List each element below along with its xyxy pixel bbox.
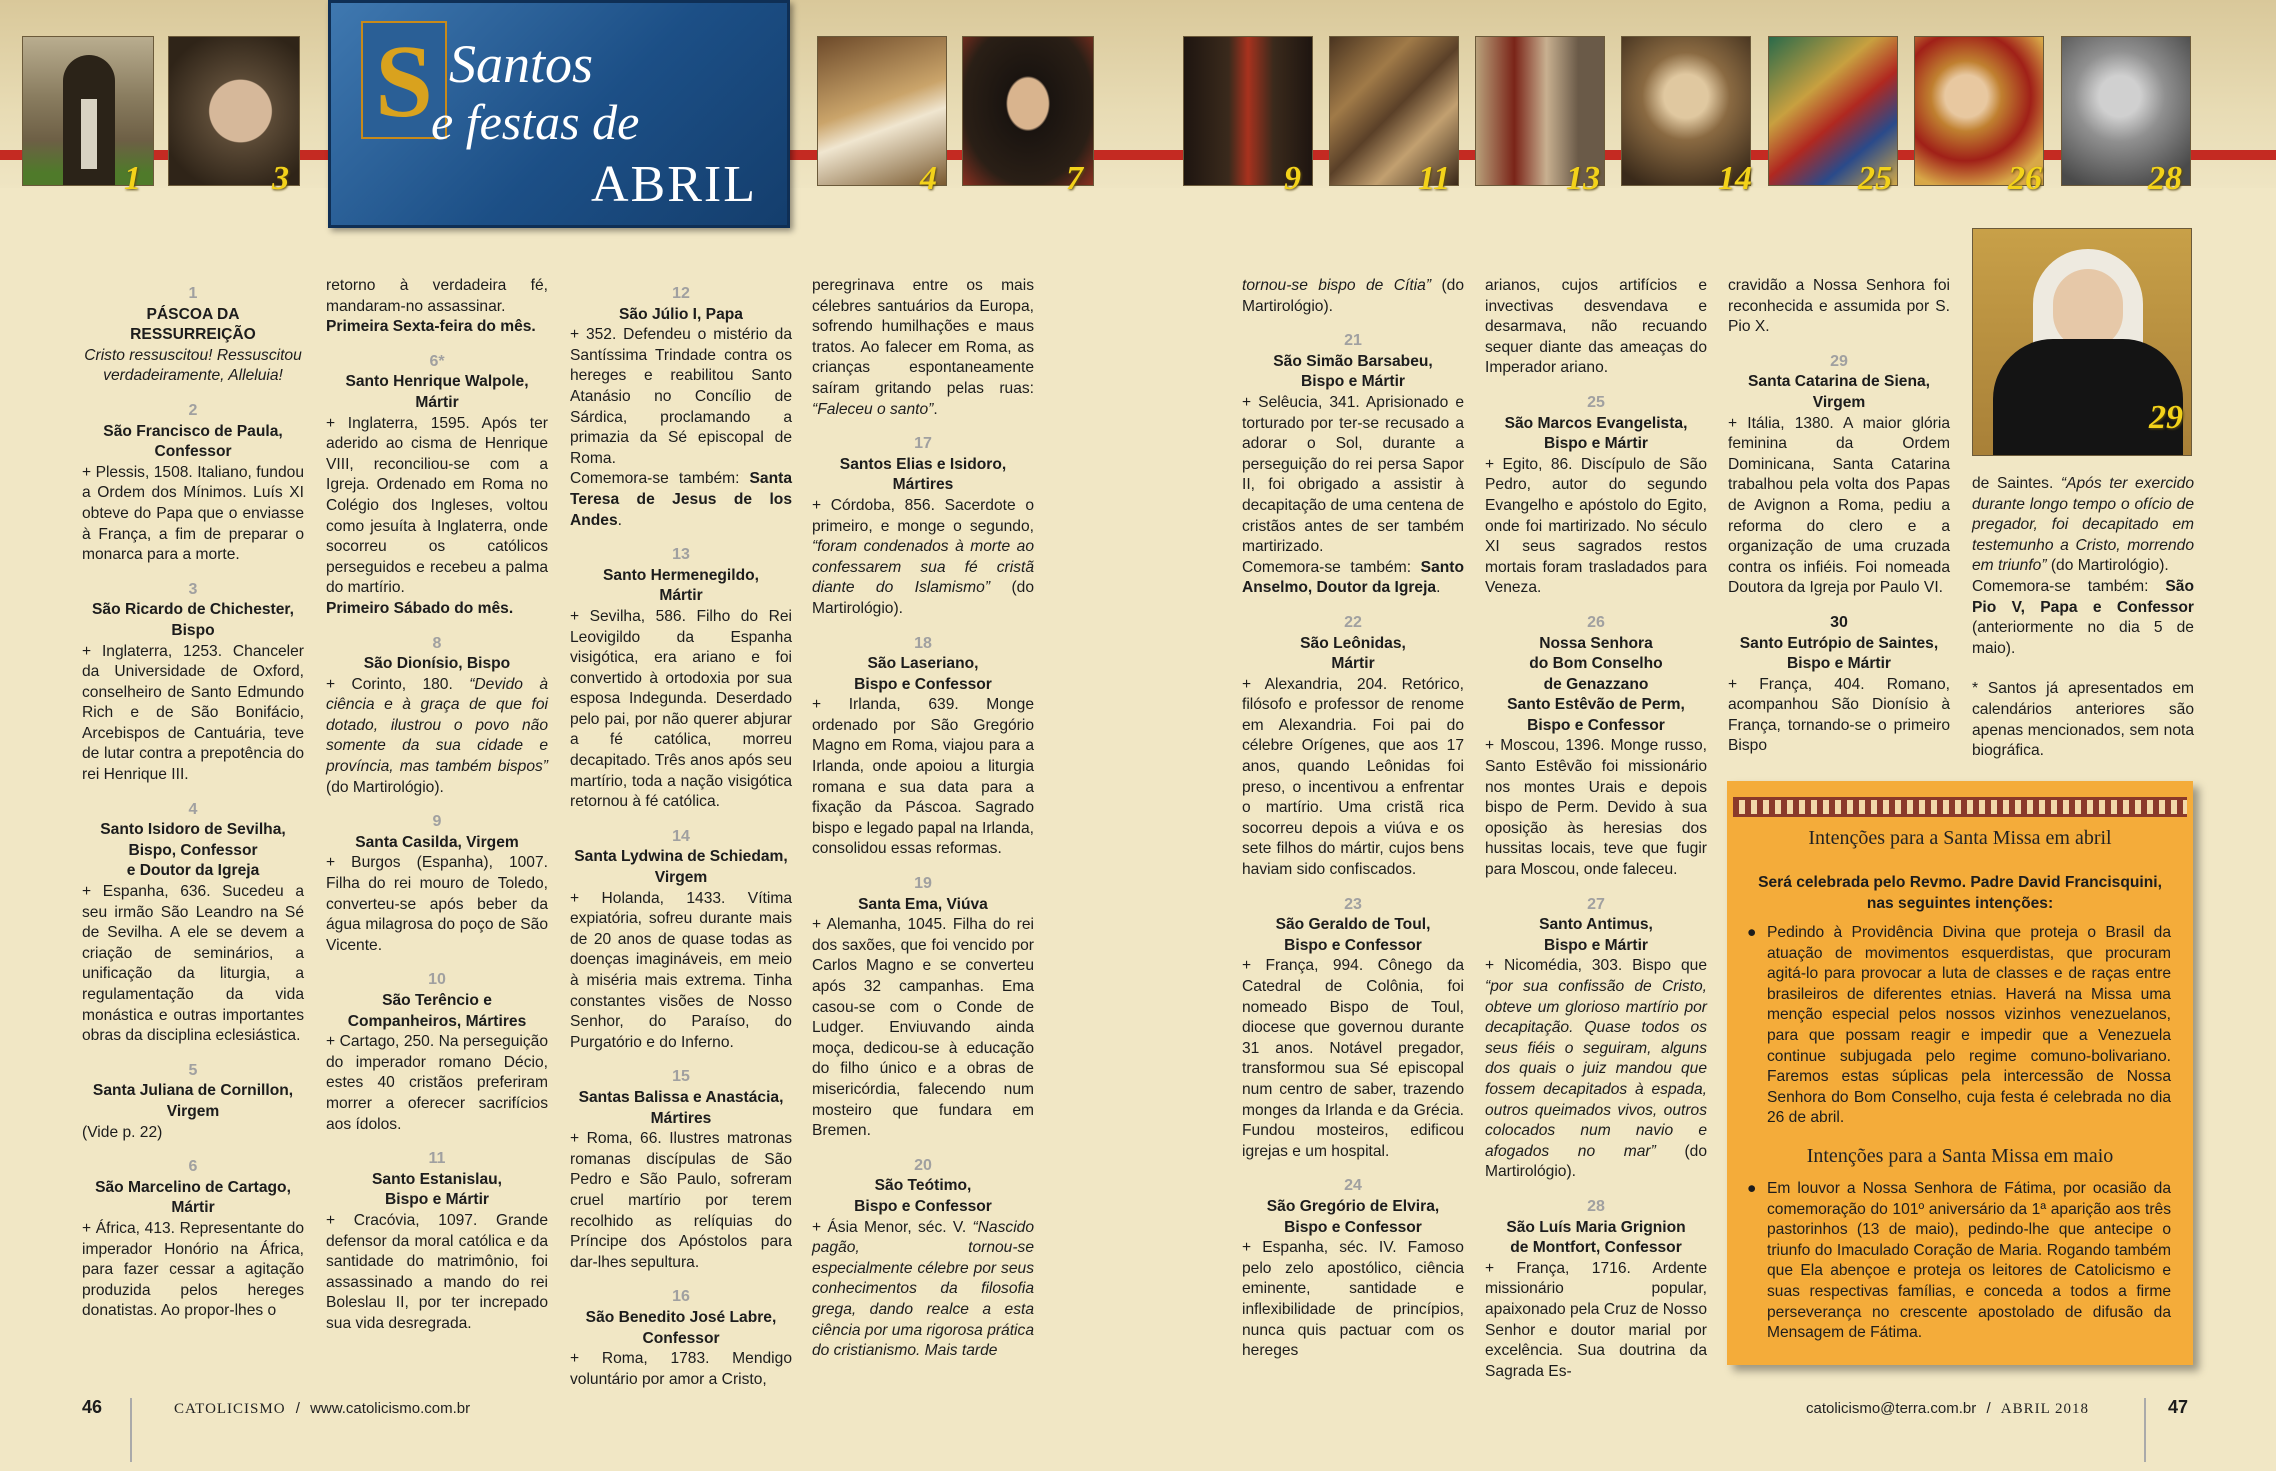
saint-heading: Santa Juliana de Cornillon, <box>92 1082 294 1100</box>
saint-heading: São Marcelino de Cartago, <box>95 1178 291 1196</box>
column-5 <box>1242 276 1464 1362</box>
day-number: 7 <box>1066 160 1083 197</box>
saint-heading: Santo Eutrópio de Saintes, <box>1739 634 1939 652</box>
entry-text: Comemora-se também: Santo Anselmo, Doutor da Igreja. <box>1242 558 1464 597</box>
day-number: 14 <box>1718 160 1752 197</box>
saint-heading: Santa Casilda, Virgem <box>355 833 519 851</box>
saint-heading: Bispo e Confessor <box>1284 1218 1422 1236</box>
entry-text: + Cracóvia, 1097. Grande defensor da moral católica e da santidade do matrimônio, foi assassinado a mando do rei Boleslau II, por ter increpado sua vida desregrada. <box>326 1211 548 1332</box>
saint-heading: Santo Hermenegildo, <box>603 566 759 584</box>
saint-heading: Santo Isidoro de Sevilha, <box>100 821 286 839</box>
day-number: 18 <box>914 634 932 652</box>
day-number: 20 <box>914 1156 932 1174</box>
day-number: 30 <box>1830 613 1848 631</box>
day-number: 21 <box>1344 332 1362 350</box>
saint-heading: Santa Catarina de Siena, <box>1748 373 1930 391</box>
day-number: 6 <box>188 1158 198 1176</box>
page-number-left: 46 <box>82 1397 103 1417</box>
ornamental-border <box>1733 797 2187 817</box>
box-heading-april: Intenções para a Santa Missa em abril <box>1808 827 2112 849</box>
column-1 <box>82 270 304 1322</box>
day-number: 16 <box>672 1288 690 1306</box>
entry-text: + França, 1716. Ardente missionário popular, apaixonado pela Cruz de Nosso Senhor e doutor marial por excelência. Sua doutrina da Sagrada Es- <box>1485 1259 1707 1380</box>
saint-heading: Mártir <box>659 587 703 605</box>
day-number: 8 <box>432 634 442 652</box>
intention-text: Pedindo à Providência Divina que proteja o Brasil da atuação de movimentos esquerdistas, que procuram agitá-lo para provocar a luta de classes e de raças entre brasileiros de diferentes etnias. Haverá na Missa uma menção especial pelos nossos vizinhos venezuelanos, para que possam reagir e impedir que a Venezuela continue subjugada pelo regime comuno-bolivariano. Faremos estas súplicas pela intercessão de Nossa Senhora do Bom Conselho, cuja festa é celebrada no dia 26 de abril. <box>1767 924 2171 1127</box>
saint-heading: São Teótimo, <box>874 1177 972 1195</box>
entry-text: de Saintes. “Após ter exercido durante longo tempo o ofício de pregador, foi decapitado em testemunho a Cristo, morrendo em triunfo” (do Martirológio). <box>1972 475 2194 575</box>
day-number: 12 <box>672 285 690 302</box>
saint-heading: Mártir <box>1331 655 1375 673</box>
saint-heading: São Laseriano, <box>867 655 979 673</box>
day-number: 15 <box>672 1068 690 1086</box>
day-number: 13 <box>1566 160 1600 197</box>
day-number: 26 <box>1587 613 1605 631</box>
day-number: 25 <box>1858 160 1892 197</box>
saint-heading: Bispo e Mártir <box>1544 936 1648 954</box>
saint-heading: Confessor <box>642 1329 720 1347</box>
saint-heading: Mártires <box>892 476 954 494</box>
title-month: ABRIL <box>591 156 757 213</box>
saint-heading: Bispo e Mártir <box>1787 655 1891 673</box>
day-number: 25 <box>1587 393 1605 411</box>
day-number: 9 <box>432 813 442 831</box>
day-number: 14 <box>672 827 690 845</box>
saint-heading: Virgem <box>166 1102 220 1120</box>
day-number: 6* <box>429 352 445 370</box>
saint-heading: Nossa Senhora <box>1539 634 1653 652</box>
saint-heading: PÁSCOA DA RESSURREIÇÃO <box>130 305 256 344</box>
page-number-right: 47 <box>2168 1397 2189 1417</box>
illuminated-initial: S <box>361 21 447 139</box>
saint-heading: Santa Lydwina de Schiedam, <box>574 848 788 866</box>
entry-text: tornou-se bispo de Cítia” (do Martirológio). <box>1242 277 1464 315</box>
day-number: 26 <box>2008 160 2042 197</box>
day-number: 28 <box>2148 160 2182 197</box>
entry-note: Primeira Sexta-feira do mês. <box>326 318 536 336</box>
column-4 <box>812 276 1034 1362</box>
entry-text: + África, 413. Representante do imperador Honório na África, para fazer cessar a agitação produzida pelos hereges donatistas. Ao propor-lhes o <box>82 1219 304 1320</box>
entry-text: + Inglaterra, 1595. Após ter aderido ao cisma de Henrique VIII, reconciliou-se com a Igreja. Ordenado em Roma no Colégio dos Ingleses, voltou como jesuíta à Inglaterra, onde socorreu os católicos perseguidos e recebeu a palma do martírio. <box>326 414 548 597</box>
entry-text: + Moscou, 1396. Monge russo, Santo Estêvão foi missionário nos montes Urais e depois bispo de Perm. Devido à sua oposição às heresias dos hussitas locais, teve que fugir para Moscou, onde faleceu. <box>1485 737 1707 879</box>
saint-heading: São Benedito José Labre, <box>585 1308 777 1326</box>
saint-heading: São Gregório de Elvira, <box>1266 1197 1440 1215</box>
saint-heading: Santo Estanislau, <box>372 1170 502 1188</box>
entry-text: (Vide p. 22) <box>82 1123 163 1141</box>
day-number: 13 <box>672 546 690 564</box>
entry-text: + Espanha, séc. IV. Famoso pelo zelo apostólico, ciência eminente, santidade e inflexibilidade de princípios, nunca quis pactuar com os hereges <box>1242 1239 1464 1360</box>
saint-heading: Santo Estêvão de Perm, <box>1507 696 1685 714</box>
saint-heading: de Montfort, Confessor <box>1510 1239 1682 1257</box>
saint-heading: de Genazzano <box>1543 675 1649 693</box>
title-line1: Santos <box>449 34 594 94</box>
saint-heading: Mártires <box>650 1109 712 1127</box>
day-number: 19 <box>914 875 932 893</box>
day-number: 28 <box>1587 1197 1605 1215</box>
saint-heading: e Doutor da Igreja <box>126 862 260 880</box>
saint-heading: Bispo e Confessor <box>854 1197 992 1215</box>
entry-text: + Roma, 1783. Mendigo voluntário por amor a Cristo, <box>570 1350 792 1388</box>
footer-right: catolicismo@terra.com.br / ABRIL 2018 <box>1806 1400 2089 1417</box>
day-number: 10 <box>428 971 446 989</box>
column-3 <box>570 270 792 1390</box>
footer-left: CATOLICISMO / www.catolicismo.com.br <box>174 1400 471 1417</box>
day-number: 22 <box>1344 613 1362 631</box>
entry-text: retorno à verdadeira fé, mandaram-no assassinar. <box>326 277 548 315</box>
column-2 <box>326 276 548 1335</box>
saint-heading: Bispo e Confessor <box>1284 936 1422 954</box>
saint-heading: do Bom Conselho <box>1529 655 1663 673</box>
entry-note: Primeiro Sábado do mês. <box>326 599 514 617</box>
saint-heading: Santa Ema, Viúva <box>858 895 988 913</box>
saint-heading: Bispo <box>171 621 215 639</box>
entry-text: + Alexandria, 204. Retórico, filósofo e professor de renome em Alexandria. Foi pai do célebre Orígenes, que aos 17 anos, quando Leônidas foi preso, o incentivou a enfrentar o martírio. Uma cristã rica socorreu depois a viúva e os sete filhos do mártir, cujos bens haviam sido confiscados. <box>1242 675 1464 879</box>
mass-intentions-box <box>1727 781 2193 1365</box>
saint-heading: Confessor <box>154 443 232 461</box>
entry-text: Comemora-se também: Santa Teresa de Jesus de los Andes. <box>570 470 792 529</box>
bullet-icon: ● <box>1747 924 1757 941</box>
saint-heading: São Francisco de Paula, <box>103 422 283 440</box>
entry-text: + Holanda, 1433. Vítima expiatória, sofreu durante mais de 20 anos de quase todas as doenças imagináveis, em meio à miséria mais extrema. Tinha constantes visões de Nosso Senhor, do Paraíso, do Purgatório e do Inferno. <box>570 889 792 1051</box>
column-7 <box>1728 276 1950 757</box>
intention-may <box>1747 1179 2171 1344</box>
entry-text: + Irlanda, 639. Monge ordenado por São Gregório Magno em Roma, viajou para a Irlanda, onde apoiou a liturgia romana e sua data para a fixação da Páscoa. Sagrado bispo e legado papal na Irlanda, consolidou essas reformas. <box>812 696 1034 858</box>
entry-text: + Cartago, 250. Na perseguição do imperador romano Décio, estes 40 cristãos preferiram morrer a oferecer sacrifícios aos ídolos. <box>326 1033 548 1133</box>
entry-text: + Plessis, 1508. Italiano, fundou a Ordem dos Mínimos. Luís XI obteve do Papa que o enviasse à França, a fim de preparar o monarca para a morte. <box>82 463 304 564</box>
entry-text: + Nicomédia, 303. Bispo que “por sua confissão de Cristo, obteve um glorioso martírio por decapitação. Quase todos os seus fiéis o seguiram, alguns dos quais o juiz mandou que fossem decapitados à espada, outros queimados vivos, outros colocados num navio e afogados no mar” (do Martirológio). <box>1485 957 1707 1181</box>
footer-divider <box>2144 1398 2146 1462</box>
day-number: 9 <box>1284 160 1301 197</box>
saint-heading: Bispo e Mártir <box>385 1191 489 1209</box>
day-number: 4 <box>188 800 198 818</box>
saint-heading: São Leônidas, <box>1300 634 1406 652</box>
entry-text: + França, 404. Romano, acompanhou São Dionísio à França, tornando-se o primeiro Bispo <box>1728 675 1950 755</box>
saint-heading: Santo Henrique Walpole, <box>345 373 529 391</box>
day-number: 24 <box>1344 1177 1362 1195</box>
page-title <box>328 0 790 228</box>
box-heading-may: Intenções para a Santa Missa em maio <box>1806 1145 2114 1167</box>
day-number: 27 <box>1587 895 1605 913</box>
entry-text: cravidão a Nossa Senhora foi reconhecida e assumida por S. Pio X. <box>1728 277 1950 336</box>
entry-text: + Inglaterra, 1253. Chanceler da Universidade de Oxford, conselheiro de Santo Edmundo Rich e de São Bonifácio, Arcebispos de Cantuária, teve de lutar contra a prepotência do rei Henrique III. <box>82 642 304 784</box>
day-number: 29 <box>1830 352 1848 370</box>
day-number: 3 <box>188 580 198 598</box>
saint-heading: São Marcos Evangelista, <box>1504 414 1688 432</box>
saint-heading: Bispo e Mártir <box>1544 435 1648 453</box>
saint-heading: São Dionísio, Bispo <box>363 655 511 673</box>
title-line2: e festas de <box>431 94 640 150</box>
day-number: 4 <box>920 160 937 197</box>
entry-text: + França, 994. Cônego da Catedral de Colônia, foi nomeado Bispo de Toul, diocese que governou durante 31 anos. Notável pregador, transformou sua Sé episcopal num centro de saber, trazendo monges da Irlanda e da Grécia. Fundou mosteiros, edificou igrejas e um hospital. <box>1242 957 1464 1160</box>
footnote: * Santos já apresentados em calendários anteriores são apenas mencionados, sem nota biográfica. <box>1972 680 2194 760</box>
entry-text: + Espanha, 636. Sucedeu a seu irmão São Leandro na Sé de Sevilha. A ele se devem a criação de seminários, a unificação da liturgia, a regulamentação da vida monástica e outras importantes obras da disciplina eclesiástica. <box>82 883 304 1045</box>
entry-text: + Selêucia, 341. Aprisionado e torturado por ter-se recusado a adorar o Sol, durante a perseguição do rei persa Sapor II, foi obrigado a assistir à decapitação de uma centena de cristãos antes de ser também martirizado. <box>1242 393 1464 556</box>
bullet-icon: ● <box>1747 1180 1757 1197</box>
entry-text: + 352. Defendeu o mistério da Santíssima Trindade contra os hereges e reabilitou Santo Atanásio no Concílio de Sárdica, proclamando a primazia da Sé episcopal de Roma. <box>570 326 792 467</box>
entry-text: + Roma, 66. Ilustres matronas romanas discípulas de São Pedro e São Paulo, sofreram cruel martírio por terem recolhido as relíquias do Príncipe dos Apóstolos para dar-lhes sepultura. <box>570 1130 792 1271</box>
saint-heading: Mártir <box>171 1199 215 1217</box>
saint-heading: São Luís Maria Grignion <box>1506 1218 1686 1236</box>
saint-heading: Mártir <box>415 393 459 411</box>
day-number: 1 <box>188 285 198 302</box>
day-number: 17 <box>914 435 932 453</box>
entry-text: Cristo ressuscitou! Ressuscitou verdadeiramente, Alleluia! <box>84 346 302 385</box>
entry-text: Comemora-se também: São Pio V, Papa e Confessor (anteriormente no dia 5 de maio). <box>1972 577 2194 657</box>
entry-text: + Córdoba, 856. Sacerdote o primeiro, e monge o segundo, “foram condenados à morte ao confessarem sua fé cristã diante do Islamismo” (do Martirológio). <box>812 496 1035 617</box>
day-number: 11 <box>428 1150 446 1168</box>
saint-heading: Virgem <box>654 869 708 887</box>
day-number: 11 <box>1418 160 1451 197</box>
day-number: 29 <box>2149 399 2183 436</box>
saint-heading: Santas Balissa e Anastácia, <box>578 1088 784 1106</box>
entry-text: peregrinava entre os mais célebres santuários da Europa, sofrendo humilhações e maus tratos. Ao falecer em Roma, as crianças espontaneamente saíram gritando pelas ruas: “Faleceu o santo”. <box>812 277 1034 418</box>
saint-heading: Virgem <box>1812 393 1866 411</box>
footer-email-link[interactable]: catolicismo@terra.com.br <box>1806 1400 1977 1417</box>
day-number: 3 <box>272 160 289 197</box>
column-6 <box>1485 276 1707 1382</box>
saint-heading: São Ricardo de Chichester, <box>92 601 294 619</box>
entry-text: + Sevilha, 586. Filho do Rei Leovigildo da Espanha visigótica, era ariano e foi convertido à ortodoxia por sua esposa Indegunda. Deserdado pelo pai, por não querer abjurar a fé católica, morreu decapitado. Três anos após seu martírio, toda a nação visigótica retornou à fé católica. <box>570 607 792 811</box>
saint-heading: São Terêncio e <box>382 992 492 1009</box>
intention-april <box>1747 923 2171 1129</box>
column-8 <box>1972 474 2194 762</box>
entry-text: + Corinto, 180. “Devido à ciência e à graça de que foi dotado, ilustrou o povo não somente da sua cidade e província, mas também bispos” (do Martirológio). <box>326 675 548 796</box>
day-number: 1 <box>124 160 141 197</box>
saint-heading: São Geraldo de Toul, <box>1275 916 1431 934</box>
saint-29-image <box>1972 228 2192 456</box>
day-number: 23 <box>1344 895 1362 913</box>
intention-text: Em louvor a Nossa Senhora de Fátima, por ocasião da comemoração do 101º aniversário da 1ª aparição aos três pastorinhos (13 de maio), pedindo-lhe que antecipe o triunfo do Imaculado Coração de Maria. Rogando também que Ela abençoe e proteja os leitores de Catolicismo e suas respectivas famílias, e conceda a todos a firme perseverança no crescente apostolado de difusão da Mensagem de Fátima. <box>1767 1180 2171 1342</box>
saint-heading: Bispo e Confessor <box>1527 716 1665 734</box>
entry-text: + Alemanha, 1045. Filha do rei dos saxões, que foi vencido por Carlos Magno e se converteu após 32 campanhas. Ema casou-se com o Conde de Ludger. Enviuvando ainda moça, dedicou-se à educação do filho único e a obras de misericórdia, falecendo num mosteiro que fundara em Bremen. <box>812 916 1034 1140</box>
entry-text: + Egito, 86. Discípulo de São Pedro, autor do segundo Evangelho e apóstolo do Egito, onde foi martirizado. No século XI seus sagrados restos mortais foram trasladados para Veneza. <box>1485 455 1707 597</box>
saint-heading: São Simão Barsabeu, <box>1273 352 1433 370</box>
box-subheading: Será celebrada pelo Revmo. Padre David Francisquini, nas seguintes intenções: <box>1758 874 2162 912</box>
day-number: 5 <box>188 1061 198 1079</box>
saint-heading: Bispo, Confessor <box>128 841 258 859</box>
entry-text: + Itália, 1380. A maior glória feminina da Ordem Dominicana, Santa Catarina trabalhou pela volta dos Papas de Avignon a Roma, pediu a reforma do clero e a organização de uma cruzada contra os infiéis. Foi nomeada Doutora da Igreja por Paulo VI. <box>1728 414 1950 597</box>
saint-heading: São Júlio I, Papa <box>619 305 743 323</box>
saint-heading: Santo Antimus, <box>1539 916 1653 934</box>
footer-url-link[interactable]: www.catolicismo.com.br <box>310 1400 471 1417</box>
saint-heading: Bispo e Confessor <box>854 675 992 693</box>
saint-heading: Bispo e Mártir <box>1301 373 1405 391</box>
saint-heading: Companheiros, Mártires <box>347 1012 527 1030</box>
entry-text: + Burgos (Espanha), 1007. Filha do rei mouro de Toledo, converteu-se após beber da água milagrosa do poço de São Vicente. <box>326 854 548 954</box>
footer-divider <box>130 1398 132 1462</box>
entry-text: + Ásia Menor, séc. V. “Nascido pagão, tornou-se especialmente célebre por seus conhecimentos da filosofia grega, dando realce a esta ciência por uma rigorosa prática do cristianismo. Mais tarde <box>812 1218 1034 1360</box>
day-number: 2 <box>188 401 198 419</box>
entry-text: arianos, cujos artifícios e invectivas desvendava e desarmava, não recuando sequer diante das ameaças do Imperador ariano. <box>1485 277 1707 377</box>
saint-heading: Santos Elias e Isidoro, <box>839 455 1007 473</box>
